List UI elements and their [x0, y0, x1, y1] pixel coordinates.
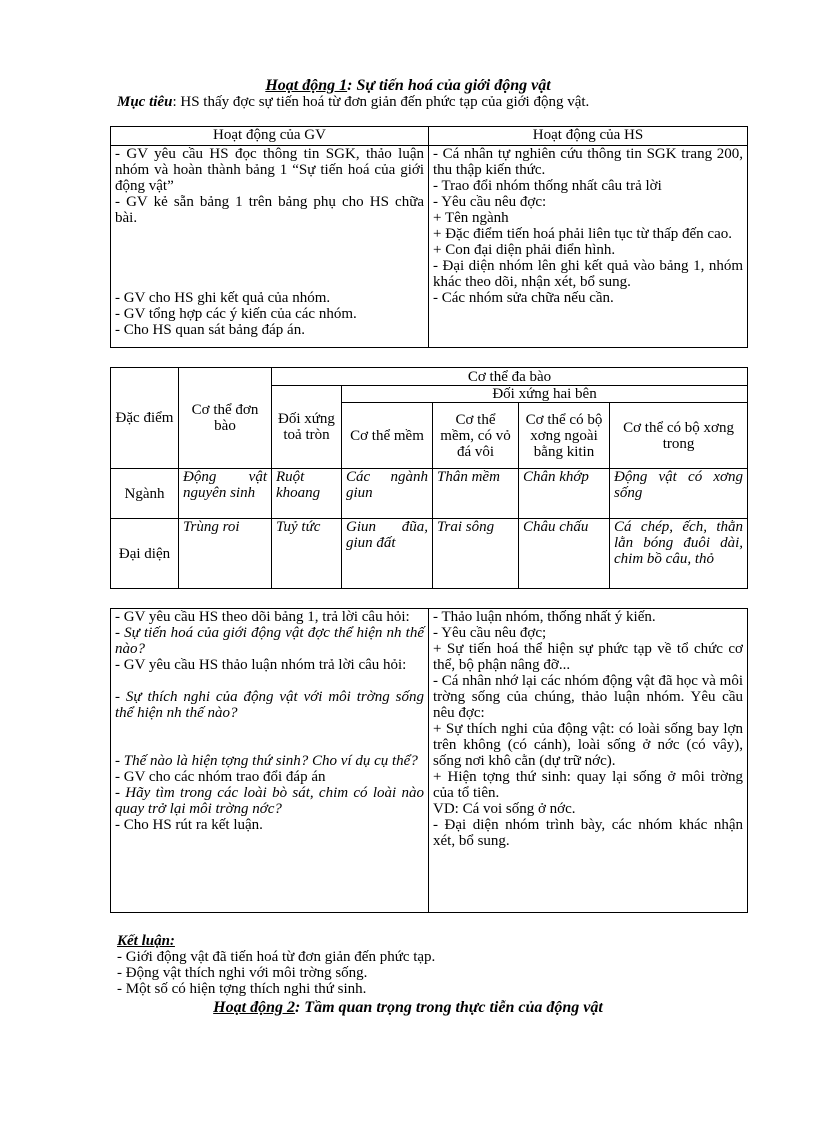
header-mem-vo-da-voi: Cơ thể mềm, có vỏ đá vôi — [433, 403, 519, 469]
header-don-bao: Cơ thể đơn bào — [179, 368, 272, 469]
gv-item: - GV kẻ sẵn bảng 1 trên bảng phụ cho HS chữa bài. — [115, 194, 424, 226]
table-cell: Giun đũa, giun đất — [342, 519, 433, 589]
hs-item: + Sự thích nghi của động vật: có loài sống bay lợn trên không (có cánh), loài sống ở nớc (có vây), sống nơi khô cằn (dự trữ nớc). — [433, 721, 743, 769]
conclusion-item: - Giới động vật đã tiến hoá từ đơn giản đến phức tạp. — [117, 949, 436, 965]
table-cell: Trùng roi — [179, 519, 272, 589]
conclusion-item: - Một số có hiện tợng thích nghi thứ sinh. — [117, 981, 367, 997]
hs-item: - Cá nhân tự nghiên cứu thông tin SGK trang 200, thu thập kiến thức. — [433, 146, 743, 178]
gv-question: - Thế nào là hiện tợng thứ sinh? Cho ví dụ cụ thể? — [115, 753, 418, 769]
conclusion — [117, 933, 435, 997]
header-doi-xung-toa-tron: Đối xứng toả tròn — [272, 386, 342, 469]
header-da-bao: Cơ thể đa bào — [272, 368, 748, 386]
row-label-nganh: Ngành — [111, 469, 179, 519]
row-label-dai-dien: Đại diện — [111, 519, 179, 589]
activity1-title — [0, 78, 816, 94]
hs-item: + Hiện tợng thứ sinh: quay lại sống ở môi trờng của tổ tiên. — [433, 769, 743, 801]
hs-item: - Trao đổi nhóm thống nhất câu trả lời — [433, 178, 662, 194]
gv-column — [111, 146, 429, 348]
activity1-title-text: : Sự tiến hoá của giới động vật — [347, 77, 551, 94]
goal-label: Mục tiêu — [117, 94, 173, 110]
hs-item: + Tên ngành — [433, 210, 509, 226]
gv-item: - GV cho các nhóm trao đổi đáp án — [115, 769, 326, 785]
header-gv: Hoạt động của GV — [111, 127, 429, 146]
gv-item: - GV yêu cầu HS đọc thông tin SGK, thảo luận nhóm và hoàn thành bảng 1 “Sự tiến hoá của giới động vật” — [115, 146, 424, 194]
hs-item: - Đại diện nhóm trình bày, các nhóm khác nhận xét, bổ sung. — [433, 817, 743, 849]
activity-table-1 — [110, 126, 748, 348]
conclusion-item: - Động vật thích nghi với môi trờng sống. — [117, 965, 368, 981]
hs-item: - Cá nhân nhớ lại các nhóm động vật đã học và môi trờng sống của chúng, thảo luận nhóm. Yêu cầu nêu đợc: — [433, 673, 743, 721]
header-hs: Hoạt động của HS — [429, 127, 748, 146]
table-cell: Châu chấu — [519, 519, 610, 589]
hs-item: VD: Cá voi sống ở nớc. — [433, 801, 576, 817]
table-cell: Thân mềm — [433, 469, 519, 519]
header-xuong-trong: Cơ thể có bộ xơng trong — [610, 403, 748, 469]
header-dac-diem: Đặc điểm — [111, 368, 179, 469]
conclusion-heading: Kết luận: — [117, 933, 175, 949]
table-cell: Trai sông — [433, 519, 519, 589]
hs-item: - Thảo luận nhóm, thống nhất ý kiến. — [433, 609, 656, 625]
hs-item: + Đặc điểm tiến hoá phải liên tục từ thấp đến cao. — [433, 226, 732, 242]
table-cell: Ruột khoang — [272, 469, 342, 519]
hs-item: - Đại diện nhóm lên ghi kết quả vào bảng 1, nhóm khác theo dõi, nhận xét, bổ sung. — [433, 258, 743, 290]
hs-item: + Con đại diện phải điển hình. — [433, 242, 616, 258]
goal-text: : HS thấy đợc sự tiến hoá từ đơn giản đến phức tạp của giới động vật. — [172, 94, 590, 110]
table-row — [111, 469, 748, 519]
table-row — [111, 519, 748, 589]
table-cell: Tuỷ tức — [272, 519, 342, 589]
activity-table-2 — [110, 608, 748, 913]
hs-item: - Yêu cầu nêu đợc; — [433, 625, 547, 641]
gv-question: - Hãy tìm trong các loài bò sát, chim có loài nào quay trở lại môi trờng nớc? — [115, 785, 424, 817]
header-co-the-mem: Cơ thể mềm — [342, 403, 433, 469]
activity2-title — [0, 1000, 816, 1016]
gv-item: - GV tổng hợp các ý kiến của các nhóm. — [115, 306, 357, 322]
gv-item: - GV cho HS ghi kết quả của nhóm. — [115, 290, 331, 306]
evolution-table — [110, 367, 748, 589]
table-cell: Chân khớp — [519, 469, 610, 519]
activity1-label: Hoạt động 1 — [265, 77, 348, 94]
gv-item: - Cho HS rút ra kết luận. — [115, 817, 263, 833]
table-cell: Động vật có xơng sống — [610, 469, 748, 519]
gv-item: - Cho HS quan sát bảng đáp án. — [115, 322, 305, 338]
gv-item: - GV yêu cầu HS theo dõi bảng 1, trả lời câu hỏi: — [115, 609, 410, 625]
table-cell: Cá chép, ếch, thằn lằn bóng đuôi dài, chim bồ câu, thỏ — [610, 519, 748, 589]
table-cell: Các ngành giun — [342, 469, 433, 519]
goal-line — [117, 94, 589, 110]
header-xuong-ngoai: Cơ thể có bộ xơng ngoài bằng kitin — [519, 403, 610, 469]
gv-column — [111, 609, 429, 913]
hs-item: - Yêu cầu nêu đợc: — [433, 194, 547, 210]
activity2-title-text: : Tầm quan trọng trong thực tiễn của động vật — [294, 999, 603, 1016]
header-doi-xung-hai-ben: Đối xứng hai bên — [342, 386, 748, 403]
hs-column — [429, 146, 748, 348]
table-cell: Động vật nguyên sinh — [179, 469, 272, 519]
gv-question: - Sự tiến hoá của giới động vật đợc thể hiện nh thế nào? — [115, 625, 424, 657]
hs-column — [429, 609, 748, 913]
hs-item: + Sự tiến hoá thể hiện sự phức tạp về tổ chức cơ thể, bộ phận nâng đỡ... — [433, 641, 743, 673]
gv-question: - Sự thích nghi của động vật với môi trờng sống thể hiện nh thế nào? — [115, 689, 424, 721]
gv-item: - GV yêu cầu HS thảo luận nhóm trả lời câu hỏi: — [115, 657, 407, 673]
hs-item: - Các nhóm sửa chữa nếu cần. — [433, 290, 614, 306]
activity2-label: Hoạt động 2 — [213, 999, 295, 1016]
